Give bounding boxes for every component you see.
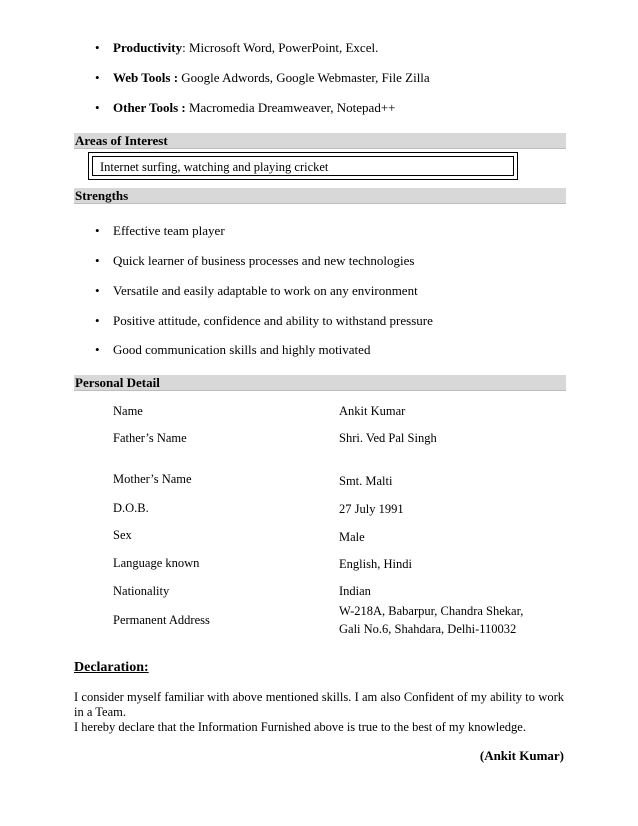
strength-text: Positive attitude, confidence and ability to withstand pressure: [113, 313, 433, 328]
detail-value-address-line2: Gali No.6, Shahdara, Delhi-110032: [339, 622, 517, 636]
detail-value-fathers-name: Shri. Ved Pal Singh: [339, 431, 437, 445]
skill-value: Google Adwords, Google Webmaster, File Zilla: [178, 70, 430, 85]
detail-label-nationality: Nationality: [113, 584, 170, 598]
detail-label-dob: D.O.B.: [113, 501, 149, 515]
interest-text: Internet surfing, watching and playing cricket: [92, 156, 514, 176]
bullet-icon: •: [95, 313, 100, 328]
detail-value-name: Ankit Kumar: [339, 404, 406, 418]
bullet-icon: •: [95, 40, 100, 55]
detail-label-address: Permanent Address: [113, 613, 210, 627]
bullet-icon: •: [95, 342, 100, 357]
skill-separator: :: [182, 40, 186, 55]
detail-label-name: Name: [113, 404, 143, 418]
signature: (Ankit Kumar): [479, 748, 564, 763]
bullet-icon: •: [95, 253, 100, 268]
skill-label: Other Tools :: [113, 100, 186, 115]
detail-value-mothers-name: Smt. Malti: [339, 474, 393, 488]
interest-box: [88, 152, 518, 180]
detail-label-mothers-name: Mother’s Name: [113, 472, 192, 486]
skill-value: Microsoft Word, PowerPoint, Excel.: [185, 40, 379, 55]
skill-label: Web Tools :: [113, 70, 179, 85]
detail-value-address-line1: W-218A, Babarpur, Chandra Shekar,: [339, 604, 524, 618]
detail-value-sex: Male: [339, 530, 365, 544]
detail-label-language: Language known: [113, 556, 200, 570]
bullet-icon: •: [95, 283, 100, 298]
skill-value: Macromedia Dreamweaver, Notepad++: [185, 100, 396, 115]
strength-text: Versatile and easily adaptable to work on any environment: [113, 283, 418, 298]
strength-text: Quick learner of business processes and new technologies: [113, 253, 415, 268]
declaration-paragraph-2: I hereby declare that the Information Furnished above is true to the best of my knowledge.: [74, 720, 526, 734]
declaration-paragraph-1: I consider myself familiar with above mentioned skills. I am also Confident of my ability to work in a Team.: [74, 690, 564, 719]
detail-label-fathers-name: Father’s Name: [113, 431, 187, 445]
bullet-icon: •: [95, 70, 100, 85]
section-heading-personal-detail: Personal Detail: [74, 375, 566, 391]
detail-value-language: English, Hindi: [339, 557, 412, 571]
bullet-icon: •: [95, 223, 100, 238]
bullet-icon: •: [95, 100, 100, 115]
strength-text: Effective team player: [113, 223, 225, 238]
strength-text: Good communication skills and highly motivated: [113, 342, 371, 357]
section-heading-areas-of-interest: Areas of Interest: [74, 133, 566, 149]
detail-value-nationality: Indian: [339, 584, 371, 598]
declaration-heading: Declaration:: [74, 660, 149, 675]
skill-label: Productivity: [113, 40, 183, 55]
detail-value-dob: 27 July 1991: [339, 502, 404, 516]
section-heading-strengths: Strengths: [74, 188, 566, 204]
detail-label-sex: Sex: [113, 528, 132, 542]
